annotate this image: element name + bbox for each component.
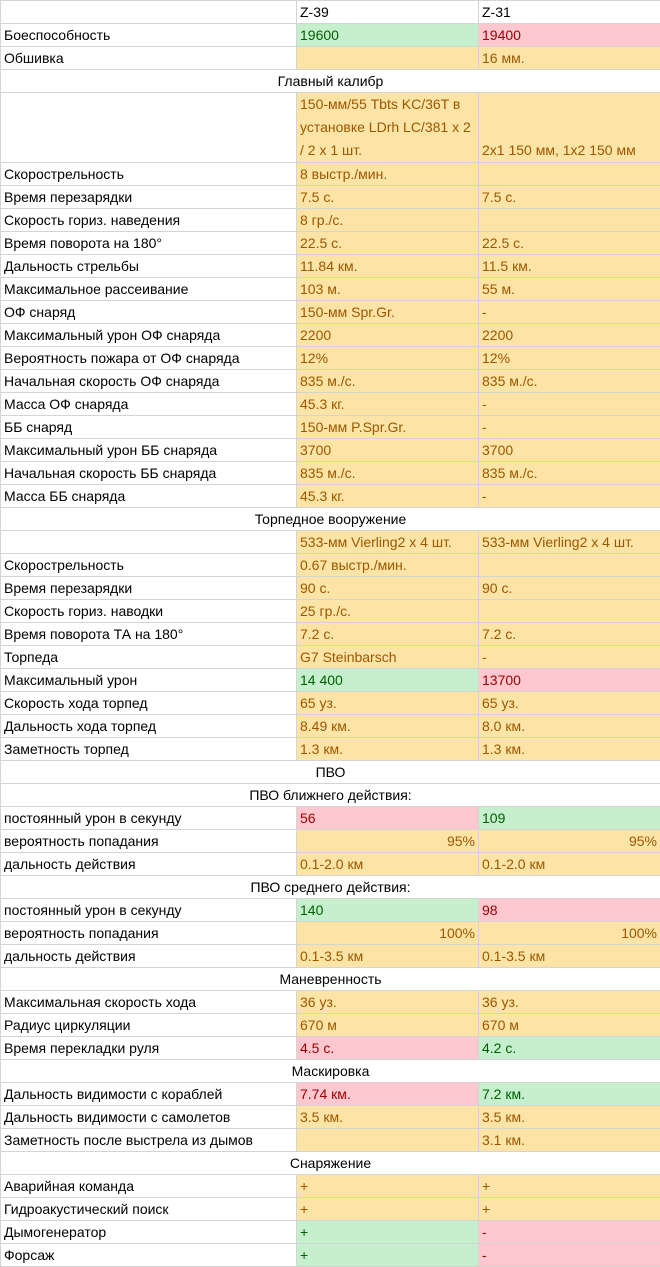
row-label: Начальная скорость ББ снаряда	[1, 462, 297, 485]
table-row	[1, 1175, 660, 1198]
row-label: Радиус циркуляции	[1, 1014, 297, 1037]
table-row	[1, 1129, 660, 1152]
value-ship-a: 7.2 с.	[297, 623, 479, 646]
value-ship-a: 1.3 км.	[297, 738, 479, 761]
table-row	[1, 1083, 660, 1106]
table-row	[1, 991, 660, 1014]
value-ship-a: 835 м./с.	[297, 462, 479, 485]
table-row	[1, 531, 660, 554]
header-ship-a: Z-39	[297, 1, 479, 24]
section-header-row	[1, 876, 660, 899]
table-row	[1, 209, 660, 232]
value-ship-a: 100%	[297, 922, 479, 945]
table-row	[1, 577, 660, 600]
value-ship-b: -	[479, 1221, 660, 1244]
row-label: Обшивка	[1, 47, 297, 70]
row-label: дальность действия	[1, 945, 297, 968]
value-ship-a: 3700	[297, 439, 479, 462]
table-row	[1, 255, 660, 278]
row-label: Заметность после выстрела из дымов	[1, 1129, 297, 1152]
value-ship-b: 835 м./с.	[479, 370, 660, 393]
table-row	[1, 1106, 660, 1129]
row-label: Начальная скорость ОФ снаряда	[1, 370, 297, 393]
value-ship-a: 0.1-3.5 км	[297, 945, 479, 968]
section-header-row	[1, 1152, 660, 1175]
section-title: Снаряжение	[1, 1152, 660, 1175]
value-ship-b: 2200	[479, 324, 660, 347]
row-label: вероятность попадания	[1, 830, 297, 853]
value-ship-b: 98	[479, 899, 660, 922]
value-ship-b: +	[479, 1175, 660, 1198]
row-label: постоянный урон в секунду	[1, 899, 297, 922]
value-ship-a: 8 гр./с.	[297, 209, 479, 232]
value-ship-b: 0.1-3.5 км	[479, 945, 660, 968]
value-ship-a: +	[297, 1244, 479, 1267]
row-label: Торпеда	[1, 646, 297, 669]
row-label: Скорость хода торпед	[1, 692, 297, 715]
value-ship-a: 140	[297, 899, 479, 922]
table-row	[1, 1198, 660, 1221]
table-row	[1, 301, 660, 324]
row-label: постоянный урон в секунду	[1, 807, 297, 830]
section-header-row	[1, 1060, 660, 1083]
table-row	[1, 47, 660, 70]
value-ship-b: 90 с.	[479, 577, 660, 600]
header-row	[1, 1, 660, 24]
value-ship-b: 65 уз.	[479, 692, 660, 715]
header-ship-b: Z-31	[479, 1, 660, 24]
row-label: Максимальный урон ББ снаряда	[1, 439, 297, 462]
value-ship-a: +	[297, 1221, 479, 1244]
value-ship-b	[479, 554, 660, 577]
row-label: Максимальный урон	[1, 669, 297, 692]
value-ship-a: 103 м.	[297, 278, 479, 301]
table-row	[1, 738, 660, 761]
table-row	[1, 945, 660, 968]
section-title: ПВО	[1, 761, 660, 784]
row-label: дальность действия	[1, 853, 297, 876]
row-label	[1, 531, 297, 554]
value-ship-b: 13700	[479, 669, 660, 692]
table-row	[1, 623, 660, 646]
table-row	[1, 462, 660, 485]
value-ship-a: 45.3 кг.	[297, 485, 479, 508]
value-ship-a: 7.74 км.	[297, 1083, 479, 1106]
value-ship-b	[479, 163, 660, 186]
value-ship-a: 56	[297, 807, 479, 830]
value-ship-a: 835 м./с.	[297, 370, 479, 393]
table-row	[1, 1221, 660, 1244]
value-ship-b: 11.5 км.	[479, 255, 660, 278]
value-ship-a: G7 Steinbarsch	[297, 646, 479, 669]
value-ship-a: +	[297, 1198, 479, 1221]
table-row	[1, 600, 660, 623]
value-ship-a: 150-мм Spr.Gr.	[297, 301, 479, 324]
table-row	[1, 24, 660, 47]
value-ship-b: 0.1-2.0 км	[479, 853, 660, 876]
row-label: Время перекладки руля	[1, 1037, 297, 1060]
table-row	[1, 646, 660, 669]
table-row	[1, 186, 660, 209]
value-ship-a: 90 с.	[297, 577, 479, 600]
table-row	[1, 922, 660, 945]
section-header-row	[1, 968, 660, 991]
value-ship-a: 7.5 с.	[297, 186, 479, 209]
table-row	[1, 347, 660, 370]
row-label: Дымогенератор	[1, 1221, 297, 1244]
table-row	[1, 899, 660, 922]
value-ship-b: 1.3 км.	[479, 738, 660, 761]
value-ship-a	[297, 47, 479, 70]
row-label: Скорость гориз. наведения	[1, 209, 297, 232]
value-ship-a: 14 400	[297, 669, 479, 692]
value-ship-b: 4.2 с.	[479, 1037, 660, 1060]
value-ship-b: 12%	[479, 347, 660, 370]
section-header-row	[1, 508, 660, 531]
table-row	[1, 439, 660, 462]
section-title: Маскировка	[1, 1060, 660, 1083]
row-label: Масса ББ снаряда	[1, 485, 297, 508]
table-row	[1, 554, 660, 577]
value-ship-a: 670 м	[297, 1014, 479, 1037]
table-row	[1, 93, 660, 163]
row-label: Время поворота на 180°	[1, 232, 297, 255]
value-ship-b: 95%	[479, 830, 660, 853]
table-row	[1, 1014, 660, 1037]
row-label: ОФ снаряд	[1, 301, 297, 324]
table-row	[1, 393, 660, 416]
row-label: Масса ОФ снаряда	[1, 393, 297, 416]
row-label: Максимальный урон ОФ снаряда	[1, 324, 297, 347]
value-ship-b: 100%	[479, 922, 660, 945]
row-label: Боеспособность	[1, 24, 297, 47]
row-label: Аварийная команда	[1, 1175, 297, 1198]
table-row	[1, 692, 660, 715]
row-label	[1, 93, 297, 163]
table-row	[1, 669, 660, 692]
value-ship-b: -	[479, 416, 660, 439]
row-label: Дальность стрельбы	[1, 255, 297, 278]
section-header-row	[1, 784, 660, 807]
value-ship-a: 150-мм/55 Tbts KC/36T в установке LDrh LC/381 x 2 / 2 x 1 шт.	[297, 93, 479, 163]
section-header-row	[1, 761, 660, 784]
value-ship-a: 95%	[297, 830, 479, 853]
value-ship-b	[479, 209, 660, 232]
value-ship-b: 22.5 с.	[479, 232, 660, 255]
value-ship-a: 12%	[297, 347, 479, 370]
value-ship-a	[297, 1129, 479, 1152]
value-ship-a: 22.5 с.	[297, 232, 479, 255]
table-row	[1, 807, 660, 830]
value-ship-b: 36 уз.	[479, 991, 660, 1014]
value-ship-b: 533-мм Vierling2 x 4 шт.	[479, 531, 660, 554]
value-ship-b: 3.1 км.	[479, 1129, 660, 1152]
value-ship-b: -	[479, 485, 660, 508]
value-ship-b: -	[479, 1244, 660, 1267]
row-label: Время перезарядки	[1, 186, 297, 209]
table-row	[1, 416, 660, 439]
row-label: Скорострельность	[1, 163, 297, 186]
row-label: Скорострельность	[1, 554, 297, 577]
value-ship-a: 19600	[297, 24, 479, 47]
table-row	[1, 163, 660, 186]
table-row	[1, 324, 660, 347]
value-ship-b: 835 м./с.	[479, 462, 660, 485]
table-body	[1, 24, 660, 1267]
table-row	[1, 1244, 660, 1267]
value-ship-a: 25 гр./с.	[297, 600, 479, 623]
section-header-row	[1, 70, 660, 93]
value-ship-b: -	[479, 646, 660, 669]
value-ship-a: 2200	[297, 324, 479, 347]
value-ship-b: 55 м.	[479, 278, 660, 301]
row-label: Время перезарядки	[1, 577, 297, 600]
value-ship-b: 8.0 км.	[479, 715, 660, 738]
value-ship-a: 8.49 км.	[297, 715, 479, 738]
value-ship-a: 4.5 с.	[297, 1037, 479, 1060]
value-ship-a: 3.5 км.	[297, 1106, 479, 1129]
table-row	[1, 853, 660, 876]
value-ship-a: 8 выстр./мин.	[297, 163, 479, 186]
table-row	[1, 715, 660, 738]
table-row	[1, 370, 660, 393]
value-ship-b: 7.2 км.	[479, 1083, 660, 1106]
table-row	[1, 278, 660, 301]
row-label: вероятность попадания	[1, 922, 297, 945]
section-title: Главный калибр	[1, 70, 660, 93]
value-ship-a: 65 уз.	[297, 692, 479, 715]
table-row	[1, 232, 660, 255]
row-label: Дальность хода торпед	[1, 715, 297, 738]
value-ship-b: -	[479, 301, 660, 324]
value-ship-b: -	[479, 393, 660, 416]
row-label: Заметность торпед	[1, 738, 297, 761]
row-label: Гидроакустический поиск	[1, 1198, 297, 1221]
row-label: Максимальная скорость хода	[1, 991, 297, 1014]
section-title: ПВО среднего действия:	[1, 876, 660, 899]
value-ship-b: 2x1 150 мм, 1x2 150 мм	[479, 93, 660, 163]
value-ship-a: +	[297, 1175, 479, 1198]
row-label: Вероятность пожара от ОФ снаряда	[1, 347, 297, 370]
table-row	[1, 830, 660, 853]
table-row	[1, 485, 660, 508]
value-ship-a: 0.1-2.0 км	[297, 853, 479, 876]
header-label-cell	[1, 1, 297, 24]
value-ship-b: 3.5 км.	[479, 1106, 660, 1129]
value-ship-a: 36 уз.	[297, 991, 479, 1014]
row-label: Скорость гориз. наводки	[1, 600, 297, 623]
row-label: ББ снаряд	[1, 416, 297, 439]
value-ship-b: 16 мм.	[479, 47, 660, 70]
table-row	[1, 1037, 660, 1060]
value-ship-b: 3700	[479, 439, 660, 462]
section-title: Маневренность	[1, 968, 660, 991]
row-label: Форсаж	[1, 1244, 297, 1267]
value-ship-b: 19400	[479, 24, 660, 47]
value-ship-b	[479, 600, 660, 623]
section-title: Торпедное вооружение	[1, 508, 660, 531]
value-ship-b: 109	[479, 807, 660, 830]
value-ship-b: 670 м	[479, 1014, 660, 1037]
value-ship-a: 150-мм P.Spr.Gr.	[297, 416, 479, 439]
value-ship-b: 7.5 с.	[479, 186, 660, 209]
value-ship-a: 533-мм Vierling2 x 4 шт.	[297, 531, 479, 554]
row-label: Время поворота ТА на 180°	[1, 623, 297, 646]
value-ship-b: 7.2 с.	[479, 623, 660, 646]
value-ship-a: 0.67 выстр./мин.	[297, 554, 479, 577]
row-label: Дальность видимости с кораблей	[1, 1083, 297, 1106]
value-ship-b: +	[479, 1198, 660, 1221]
row-label: Максимальное рассеивание	[1, 278, 297, 301]
value-ship-a: 45.3 кг.	[297, 393, 479, 416]
row-label: Дальность видимости с самолетов	[1, 1106, 297, 1129]
value-ship-a: 11.84 км.	[297, 255, 479, 278]
section-title: ПВО ближнего действия:	[1, 784, 660, 807]
